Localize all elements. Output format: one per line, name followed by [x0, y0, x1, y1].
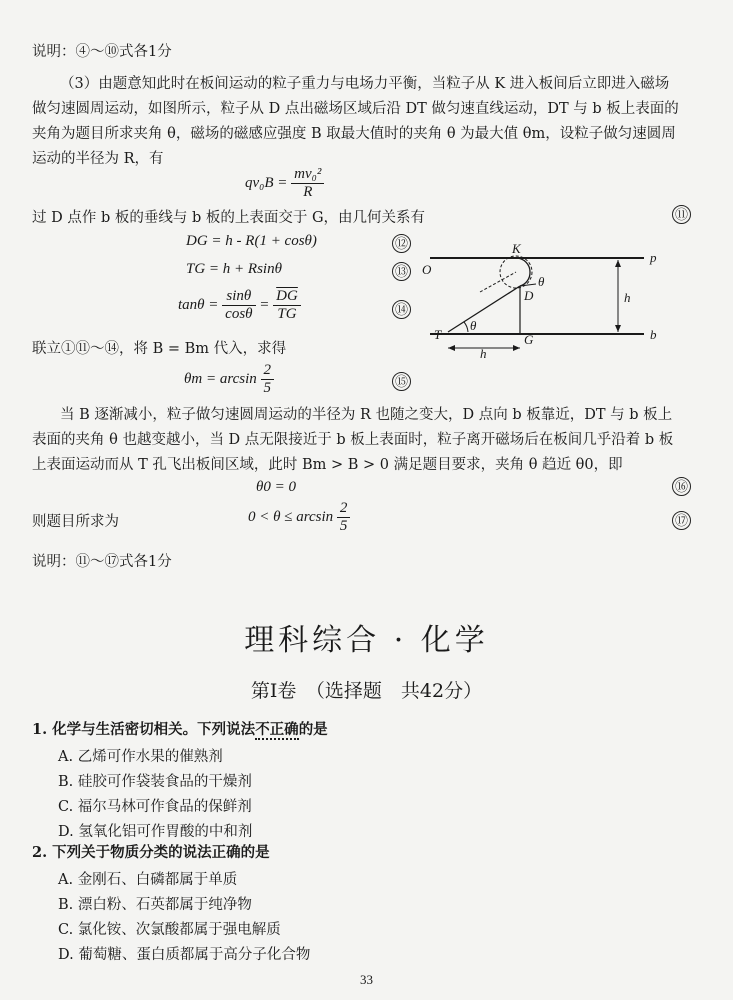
combine-line: 联立①⑪～⑭，将 B = Bm 代入，求得: [32, 341, 287, 357]
q1-option-b: B. 硅胶可作袋装食品的干燥剂: [58, 774, 252, 790]
eq14-f1-den: cosθ: [225, 306, 253, 322]
circular-path: [516, 258, 530, 286]
label-h-bottom: h: [480, 346, 487, 358]
question-2-stem: 2. 下列关于物质分类的说法正确的是: [32, 844, 270, 861]
eq15-number: ⑮: [392, 372, 411, 391]
line-dt: [448, 286, 520, 332]
eq14-lhs: tanθ =: [178, 296, 219, 313]
eq13-number: ⑬: [392, 262, 411, 281]
part3-line-1: （3）由题意知此时在板间运动的粒子重力与电场力平衡，当粒子从 K 进入板间后立即进入磁场: [60, 76, 670, 92]
equation-13: TG = h + Rsinθ: [186, 261, 282, 277]
equation-15: [184, 362, 274, 397]
label-theta-2: θ: [470, 318, 477, 333]
label-p: p: [650, 250, 657, 265]
eq15-fraction: [261, 362, 275, 397]
label-k: K: [512, 241, 521, 256]
equation-17: [248, 500, 350, 535]
h-arrow-head-top: [615, 260, 621, 267]
geometry-line: 过 D 点作 b 板的垂线与 b 板的上表面交于 G，由几何关系有: [32, 210, 426, 226]
eq15-den: 5: [263, 380, 272, 396]
q2-option-b: B. 漂白粉、石英都属于纯净物: [58, 897, 252, 913]
h-bottom-head-right: [513, 345, 520, 351]
analysis-line-1: 当 B 逐渐减小，粒子做匀速圆周运动的半径为 R 也随之变大，D 点向 b 板靠近，DT 与 b 板上: [60, 407, 673, 423]
q2-option-a: A. 金刚石、白磷都属于单质: [58, 872, 238, 888]
q1-option-a: A. 乙烯可作水果的催熟剂: [58, 749, 223, 765]
label-t: T: [434, 327, 442, 342]
part3-line-3: 夹角为题目所求夹角 θ，磁场的磁感应强度 B 取最大值时的夹角 θ 为最大值 θm，设粒子做匀速圆周: [32, 126, 676, 142]
q1-stem-part-c: 的是: [298, 721, 328, 738]
q1-option-c: C. 福尔马林可作食品的保鲜剂: [58, 799, 252, 815]
eq14-f2-num: $\overline{DG}$: [273, 288, 301, 306]
analysis-line-3: 上表面运动而从 T 孔飞出板间区域，此时 Bm > B > 0 满足题目要求，夹角 θ 趋近 θ0，即: [32, 457, 623, 473]
label-g: G: [524, 332, 534, 347]
note-1: 说明：④～⑩式各1分: [32, 44, 172, 60]
eq17-number: ⑰: [672, 511, 691, 530]
eq17-fraction: [337, 500, 351, 535]
equation-11: [245, 166, 324, 201]
label-h-right: h: [624, 290, 631, 305]
equation-16: θ0 = 0: [256, 479, 296, 495]
q1-stem-part-a: 1. 化学与生活密切相关。下列说法: [32, 721, 256, 738]
label-o: O: [422, 262, 432, 277]
eq17-num: 2: [337, 500, 351, 518]
section-subtitle: 第Ⅰ卷 （选择题 共42分）: [250, 680, 483, 702]
eq14-f1-num: sinθ: [222, 288, 255, 306]
q2-option-d: D. 葡萄糖、蛋白质都属于高分子化合物: [58, 947, 311, 963]
theta-arc: [464, 322, 468, 332]
eq15-lhs: θm = arcsin: [184, 370, 257, 387]
q1-option-d: D. 氢氧化铝可作胃酸的中和剂: [58, 824, 253, 840]
eq14-fraction-2: [273, 288, 301, 323]
eq11-denominator: R: [303, 184, 313, 200]
equation-12: DG = h - R(1 + cosθ): [186, 233, 317, 249]
label-b: b: [650, 327, 657, 342]
h-arrow-head-bottom: [615, 325, 621, 332]
radius-line: [480, 272, 516, 292]
page-number: 33: [360, 972, 373, 987]
note-2: 说明：⑪～⑰式各1分: [32, 554, 172, 570]
q2-option-c: C. 氯化铵、次氯酸都属于强电解质: [58, 922, 281, 938]
eq11-fraction: [291, 166, 324, 201]
h-bottom-head-left: [448, 345, 455, 351]
eq17-lhs: 0 < θ ≤ arcsin: [248, 508, 334, 525]
label-d: D: [524, 288, 534, 303]
q1-stem-emphasis: 不正确: [255, 721, 299, 738]
eq14-f2-den: TG: [277, 306, 297, 322]
magnetic-field-diagram: [420, 236, 690, 358]
question-1-stem: [32, 720, 328, 740]
equation-14: tanθ = $\frac{\sin\theta}{\cos\theta}$ = $\frac{\overline{DG}}{TG}$: [178, 288, 301, 323]
eq12-number: ⑫: [392, 234, 411, 253]
analysis-line-2: 表面的夹角 θ 也越变越小，当 D 点无限接近于 b 板上表面时，粒子离开磁场后在板间几乎沿着 b 板: [32, 432, 674, 448]
eq11-numerator: mv₀²: [291, 166, 324, 184]
eq17-den: 5: [339, 518, 348, 534]
label-theta-1: θ: [538, 274, 545, 289]
section-title: 理科综合 · 化学: [244, 623, 489, 658]
eq11-number: ⑪: [672, 205, 691, 224]
part3-line-2: 做匀速圆周运动，如图所示，粒子从 D 点出磁场区域后沿 DT 做匀速直线运动，DT 与 b 板上表面的: [32, 101, 679, 117]
eq15-num: 2: [261, 362, 275, 380]
result-label: 则题目所求为: [32, 514, 119, 530]
eq14-fraction-1: [222, 288, 255, 323]
part3-line-4: 运动的半径为 R，有: [32, 151, 164, 167]
eq14-number: ⑭: [392, 300, 411, 319]
eq11-lhs: qv₀B =: [245, 174, 288, 191]
eq16-number: ⑯: [672, 477, 691, 496]
